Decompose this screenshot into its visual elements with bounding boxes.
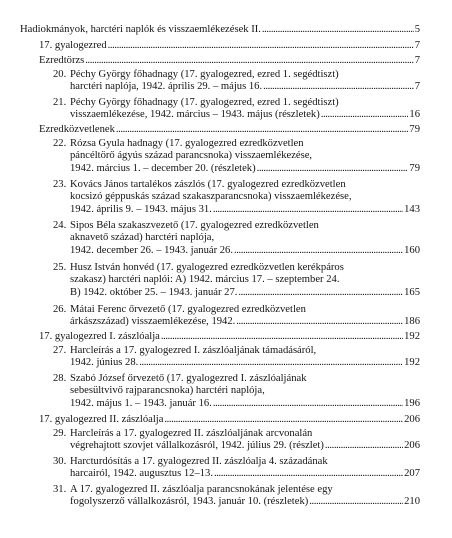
toc-entry-title: Hadiokmányok, harctéri naplók és visszaemlékezések II. — [20, 24, 261, 35]
toc-entry-title-continued: 1942. május 1. – 1943. január 16. — [70, 397, 212, 409]
toc-entry-title-continued: 1942. június 28. — [70, 357, 139, 369]
dot-leader — [236, 316, 403, 328]
toc-page-number: 7 — [414, 81, 420, 93]
dot-leader — [321, 109, 409, 121]
toc-entry-title-continued: 1942. április 9. – 1943. május 31. — [70, 203, 212, 215]
toc-entry-number: 28. — [53, 373, 67, 384]
dot-leader — [164, 414, 403, 426]
dot-leader — [213, 398, 403, 410]
toc-entry-number: 25. — [53, 262, 67, 273]
toc-page-number: 160 — [404, 244, 420, 256]
toc-entry-title-continued: sebesültvivő rajparancsnoka) harctéri naplója, — [70, 385, 265, 397]
toc-entry — [53, 97, 420, 122]
toc-page-number: 196 — [404, 397, 420, 409]
toc-entry-title: Szabó József őrvezető (17. gyalogezred I. zászlóaljának — [70, 373, 307, 384]
toc-entry-title: 17. gyalogezred — [39, 40, 107, 51]
toc-entry-title-continued: harctéri naplója, 1942. április 29. – május 16. — [70, 81, 263, 93]
toc-page-number: 5 — [414, 24, 420, 35]
toc-entry-title: A 17. gyalogezred II. zászlóalja parancsnokának jelentése egy — [70, 484, 333, 495]
toc-page-number: 207 — [404, 468, 420, 480]
toc-entry-number: 29. — [53, 428, 67, 439]
dot-leader — [213, 204, 403, 216]
toc-entry — [53, 138, 420, 175]
toc-entry-title-continued: 1942. december 26. – 1943. január 26. — [70, 244, 233, 256]
toc-page-number: 186 — [404, 316, 420, 328]
toc-entry — [53, 373, 420, 410]
toc-page-number: 206 — [404, 414, 420, 425]
dot-leader — [262, 24, 414, 36]
dot-leader — [116, 124, 409, 136]
dot-leader — [139, 357, 403, 369]
dot-leader — [214, 468, 403, 480]
toc-entry — [39, 331, 420, 343]
toc-entry-title-continued: fogolyszerző vállalkozásról, 1943. január 10. (részletek) — [70, 496, 309, 508]
toc-page-number: 206 — [404, 440, 420, 452]
toc-entry — [53, 179, 420, 216]
dot-leader — [257, 163, 409, 175]
toc-entry-title: Péchy György főhadnagy (17. gyalogezred, ezred 1. segédtiszt) — [70, 97, 339, 108]
toc-entry-title: Ezredközvetlenek — [39, 124, 115, 135]
toc-entry — [53, 304, 420, 329]
toc-entry-title: Kovács János tartalékos zászlós (17. gyalogezred ezredközvetlen — [70, 179, 346, 190]
dot-leader — [161, 331, 403, 343]
toc-page-number: 7 — [414, 55, 420, 66]
toc-entry — [39, 124, 420, 136]
toc-page-number: 16 — [409, 109, 420, 121]
toc-entry-title-continued: szakasz) harctéri naplói: A) 1942. március 17. – szeptember 24. — [70, 274, 340, 286]
toc-entry-title-continued: harcairól, 1942. augusztus 12–13. — [70, 468, 213, 480]
toc-entry — [53, 428, 420, 453]
toc-entry — [53, 345, 420, 370]
toc-entry — [39, 40, 420, 52]
dot-leader — [309, 496, 403, 508]
toc-entry-title: Harcturdósítás a 17. gyalogezred II. zászlóalja 4. századának — [70, 456, 328, 467]
toc-entry-number: 20. — [53, 69, 67, 80]
toc-entry-title: Husz István honvéd (17. gyalogezred ezredközvetlen kerékpáros — [70, 262, 344, 273]
toc-entry-title-continued: kocsizó géppuskás század szakaszparancsnoka) visszaemlékezése, — [70, 191, 352, 203]
toc-entry — [39, 414, 420, 426]
toc-entry-number: 22. — [53, 138, 67, 149]
toc-page-number: 143 — [404, 203, 420, 215]
toc-entry-number: 21. — [53, 97, 67, 108]
toc-entry-title-continued: visszaemlékezése, 1942. március – 1943. május (részletek) — [70, 109, 320, 121]
toc-page-number: 79 — [409, 162, 420, 174]
dot-leader — [108, 40, 414, 52]
toc-entry — [53, 484, 420, 509]
toc-entry-number: 27. — [53, 345, 67, 356]
toc-entry-number: 31. — [53, 484, 67, 495]
dot-leader — [85, 55, 413, 67]
dot-leader — [325, 440, 403, 452]
toc-entry-title: Péchy György főhadnagy (17. gyalogezred, ezred 1. segédtiszt) — [70, 69, 339, 80]
toc-page-number: 165 — [404, 286, 420, 298]
toc-entry-title: Harcleírás a 17. gyalogezred I. zászlóaljának támadásáról, — [70, 345, 317, 356]
toc-entry-number: 30. — [53, 456, 67, 467]
toc-entry-title: Harcleírás a 17. gyalogezred II. zászlóaljának arcvonalán — [70, 428, 313, 439]
toc-entry-title: 17. gyalogezred I. zászlóalja — [39, 331, 160, 342]
toc-entry-title: Sipos Béla szakaszvezető (17. gyalogezred ezredközvetlen — [70, 220, 319, 231]
toc-entry — [53, 69, 420, 94]
toc-entry-number: 24. — [53, 220, 67, 231]
toc-entry-title-continued: végrehajtott szovjet vállalkozásról, 1942. július 29. (részlet) — [70, 440, 324, 452]
toc-entry-title-continued: aknavető század) harctéri naplója, — [70, 232, 215, 244]
dot-leader — [263, 81, 414, 93]
toc-entry — [53, 456, 420, 481]
toc-page-number: 79 — [409, 124, 420, 135]
toc-entry-number: 23. — [53, 179, 67, 190]
dot-leader — [238, 287, 403, 299]
toc-page-number: 7 — [414, 40, 420, 51]
toc-entry-title-continued: árkászszázad) visszaemlékezése, 1942. — [70, 316, 236, 328]
toc-entry-title: Mátai Ferenc őrvezető (17. gyalogezred ezredközvetlen — [70, 304, 306, 315]
toc-entry — [53, 220, 420, 257]
toc-entry-title: 17. gyalogezred II. zászlóalja — [39, 414, 164, 425]
toc-page-number: 192 — [404, 331, 420, 342]
toc-entry — [39, 55, 420, 67]
toc-entry-title: Ezredtörzs — [39, 55, 85, 66]
toc-entry-title-continued: 1942. március 1. – december 20. (részletek) — [70, 162, 256, 174]
toc-page-number: 210 — [404, 496, 420, 508]
toc-entry-title: Rózsa Gyula hadnagy (17. gyalogezred ezredközvetlen — [70, 138, 304, 149]
toc-entry — [53, 262, 420, 299]
toc-page-number: 192 — [404, 357, 420, 369]
toc-entry-number: 26. — [53, 304, 67, 315]
toc-entry — [20, 24, 420, 36]
toc-entry-title-continued: páncéltörő ágyús század parancsnoka) visszaemlékezése, — [70, 150, 313, 162]
dot-leader — [234, 245, 403, 257]
toc-entry-title-continued: B) 1942. október 25. – 1943. január 27. — [70, 286, 238, 298]
